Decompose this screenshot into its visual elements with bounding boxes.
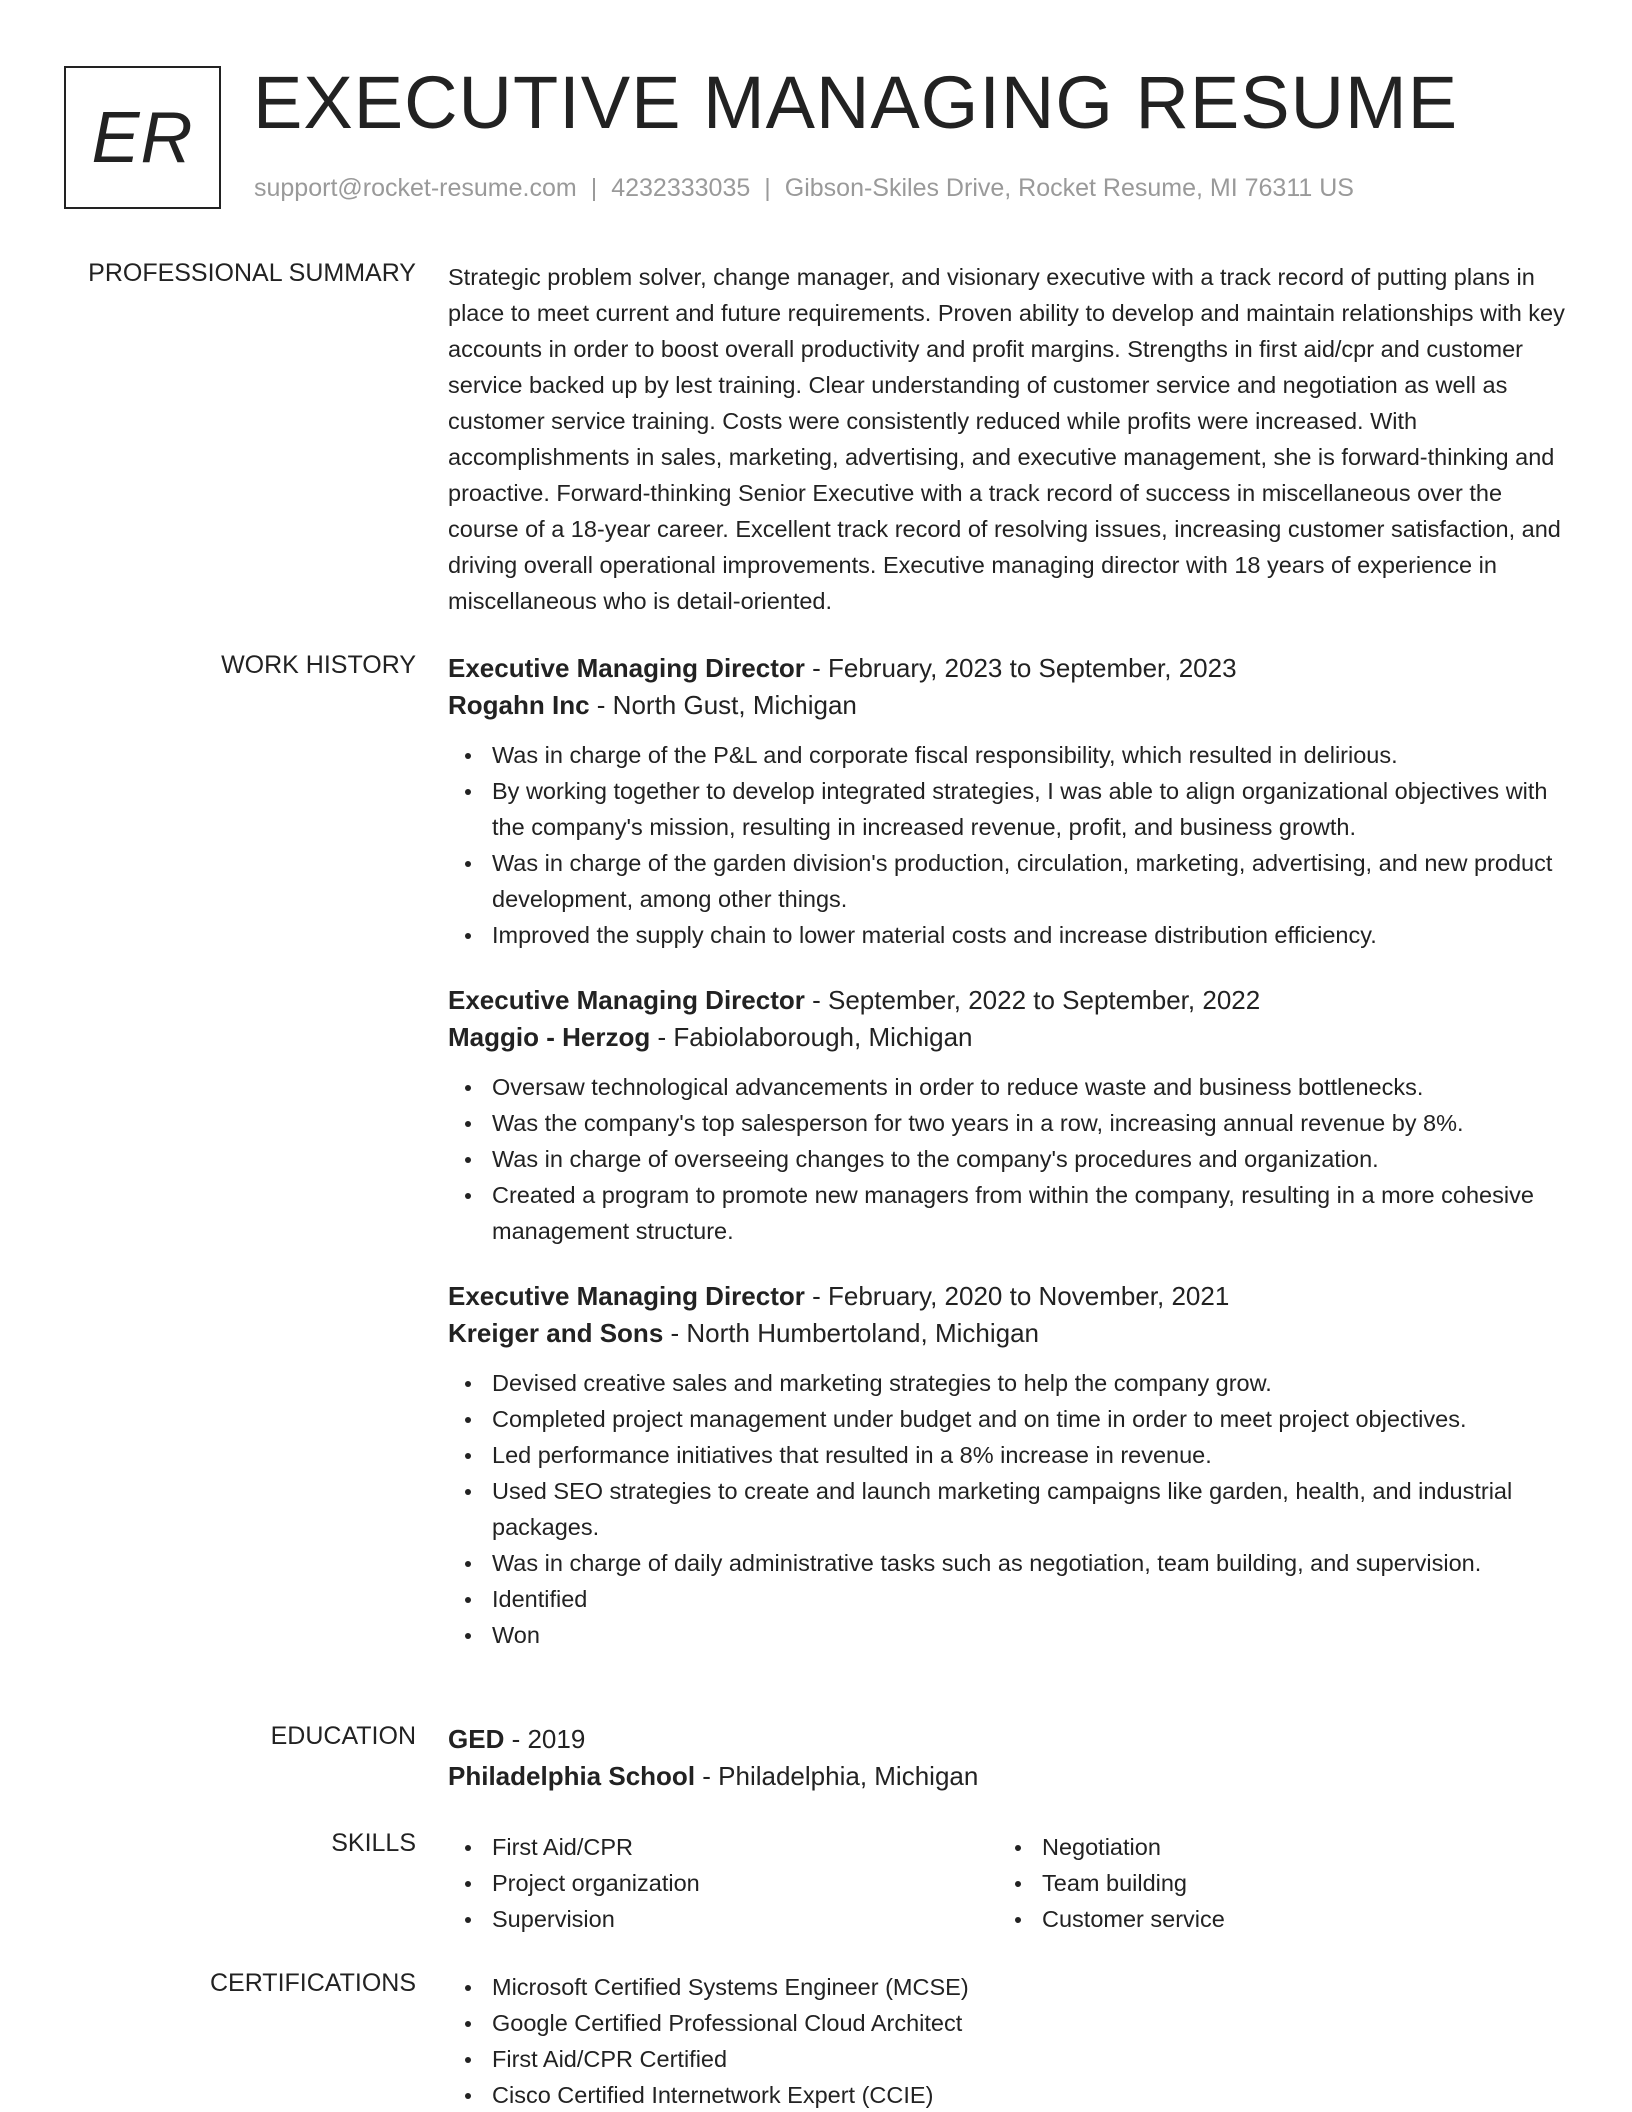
skill-item: Project organization — [448, 1865, 998, 1901]
education-degree-line — [448, 1722, 1568, 1756]
contact-phone: 4232333035 — [611, 174, 751, 202]
certification-item: Microsoft Certified Systems Engineer (MCSE) — [448, 1969, 1568, 2005]
job-bullet: Improved the supply chain to lower material costs and increase distribution efficiency. — [448, 917, 1568, 953]
job-dates: - February, 2023 to September, 2023 — [804, 653, 1237, 683]
job-bullet: Was in charge of the garden division's production, circulation, marketing, advertising, and new product development, among other things. — [448, 845, 1568, 917]
job-entry — [448, 651, 1568, 953]
skill-item: Customer service — [998, 1901, 1548, 1937]
skills-column-right — [998, 1829, 1548, 1937]
section-heading-skills: SKILLS — [331, 1829, 416, 1857]
job-bullets — [448, 737, 1568, 953]
job-bullets — [448, 1365, 1568, 1653]
section-heading-education: EDUCATION — [270, 1722, 416, 1750]
job-bullet: Won — [448, 1617, 1568, 1653]
job-entry — [448, 1279, 1568, 1653]
contact-separator: | — [764, 174, 771, 202]
job-bullet: Created a program to promote new managers from within the company, resulting in a more cohesive management structure. — [448, 1177, 1568, 1249]
contact-separator: | — [590, 174, 598, 202]
job-location: - Fabiolaborough, Michigan — [650, 1022, 973, 1052]
summary-text: Strategic problem solver, change manager, and visionary executive with a track record of putting plans in place to meet current and future requirements. Proven ability to develop and maintain relationships with key accounts in order to boost overall productivity and profit margins. Strengths in first aid/cpr and customer service backed up by lest training. Clear understanding of customer service and negotiation as well as customer service training. Costs were consistently reduced while profits were increased. With accomplishments in sales, marketing, advertising, and executive management, she is forward-thinking and proactive. Forward-thinking Senior Executive with a track record of success in miscellaneous over the course of a 18-year career. Excellent track record of resolving issues, increasing customer satisfaction, and driving overall operational improvements. Executive managing director with 18 years of experience in miscellaneous who is detail-oriented. — [448, 264, 1565, 614]
section-heading-summary: PROFESSIONAL SUMMARY — [88, 259, 416, 287]
job-company: Kreiger and Sons — [448, 1318, 664, 1348]
education-school: Philadelphia School — [448, 1761, 696, 1791]
certification-item: Google Certified Professional Cloud Architect — [448, 2005, 1568, 2041]
skill-item: Supervision — [448, 1901, 998, 1937]
section-heading-certifications: CERTIFICATIONS — [209, 1969, 416, 1997]
job-bullet: Was the company's top salesperson for two years in a row, increasing annual revenue by 8%. — [448, 1105, 1568, 1141]
monogram-box — [64, 66, 221, 209]
certification-item: Cisco Certified Internetwork Expert (CCIE) — [448, 2077, 1568, 2112]
job-bullet: Was in charge of daily administrative tasks such as negotiation, team building, and supervision. — [448, 1545, 1568, 1581]
section-heading-work-history: WORK HISTORY — [221, 651, 416, 679]
skills-column-left — [448, 1829, 998, 1937]
skills-list — [448, 1829, 1568, 1937]
job-title-line — [448, 983, 1568, 1017]
job-title: Executive Managing Director — [448, 985, 805, 1015]
job-company-line — [448, 685, 1568, 725]
job-title-line — [448, 651, 1568, 685]
job-bullet: Was in charge of the P&L and corporate fiscal responsibility, which resulted in delirious. — [448, 737, 1568, 773]
job-dates: - September, 2022 to September, 2022 — [804, 985, 1261, 1015]
job-company: Rogahn Inc — [448, 690, 590, 720]
skill-item: First Aid/CPR — [448, 1829, 998, 1865]
contact-address: Gibson-Skiles Drive, Rocket Resume, MI 76311 US — [784, 174, 1354, 202]
education-entry — [448, 1722, 1568, 1796]
resume-header — [64, 61, 1572, 210]
job-company: Maggio - Herzog — [448, 1022, 651, 1052]
education-degree: GED — [448, 1724, 505, 1754]
education-school-line — [448, 1756, 1568, 1796]
contact-line — [254, 174, 1354, 203]
job-bullet: Oversaw technological advancements in order to reduce waste and business bottlenecks. — [448, 1069, 1568, 1105]
monogram-initials: ER — [91, 97, 194, 178]
job-location: - North Humbertoland, Michigan — [663, 1318, 1039, 1348]
job-title: Executive Managing Director — [448, 653, 805, 683]
job-dates: - February, 2020 to November, 2021 — [804, 1281, 1230, 1311]
contact-email: support@rocket-resume.com — [254, 174, 577, 202]
job-company-line — [448, 1313, 1568, 1353]
job-bullet: Devised creative sales and marketing strategies to help the company grow. — [448, 1365, 1568, 1401]
job-bullet: Identified — [448, 1581, 1568, 1617]
job-title: Executive Managing Director — [448, 1281, 805, 1311]
resume-title: EXECUTIVE MANAGING RESUME — [253, 61, 1459, 144]
certifications-list — [448, 1969, 1568, 2112]
job-bullet: Led performance initiatives that resulted in a 8% increase in revenue. — [448, 1437, 1568, 1473]
education-location: - Philadelphia, Michigan — [695, 1761, 979, 1791]
job-company-line — [448, 1017, 1568, 1057]
skill-item: Negotiation — [998, 1829, 1548, 1865]
job-bullet: Was in charge of overseeing changes to the company's procedures and organization. — [448, 1141, 1568, 1177]
certification-item: First Aid/CPR Certified — [448, 2041, 1568, 2077]
skill-item: Team building — [998, 1865, 1548, 1901]
job-bullets — [448, 1069, 1568, 1249]
job-entry — [448, 983, 1568, 1249]
job-bullet: Used SEO strategies to create and launch marketing campaigns like garden, health, and industrial packages. — [448, 1473, 1568, 1545]
job-bullet: Completed project management under budget and on time in order to meet project objectives. — [448, 1401, 1568, 1437]
job-location: - North Gust, Michigan — [589, 690, 857, 720]
job-title-line — [448, 1279, 1568, 1313]
job-bullet: By working together to develop integrated strategies, I was able to align organizational objectives with the company's mission, resulting in increased revenue, profit, and business growth. — [448, 773, 1568, 845]
work-history-list — [448, 651, 1568, 1653]
education-year: - 2019 — [504, 1724, 586, 1754]
